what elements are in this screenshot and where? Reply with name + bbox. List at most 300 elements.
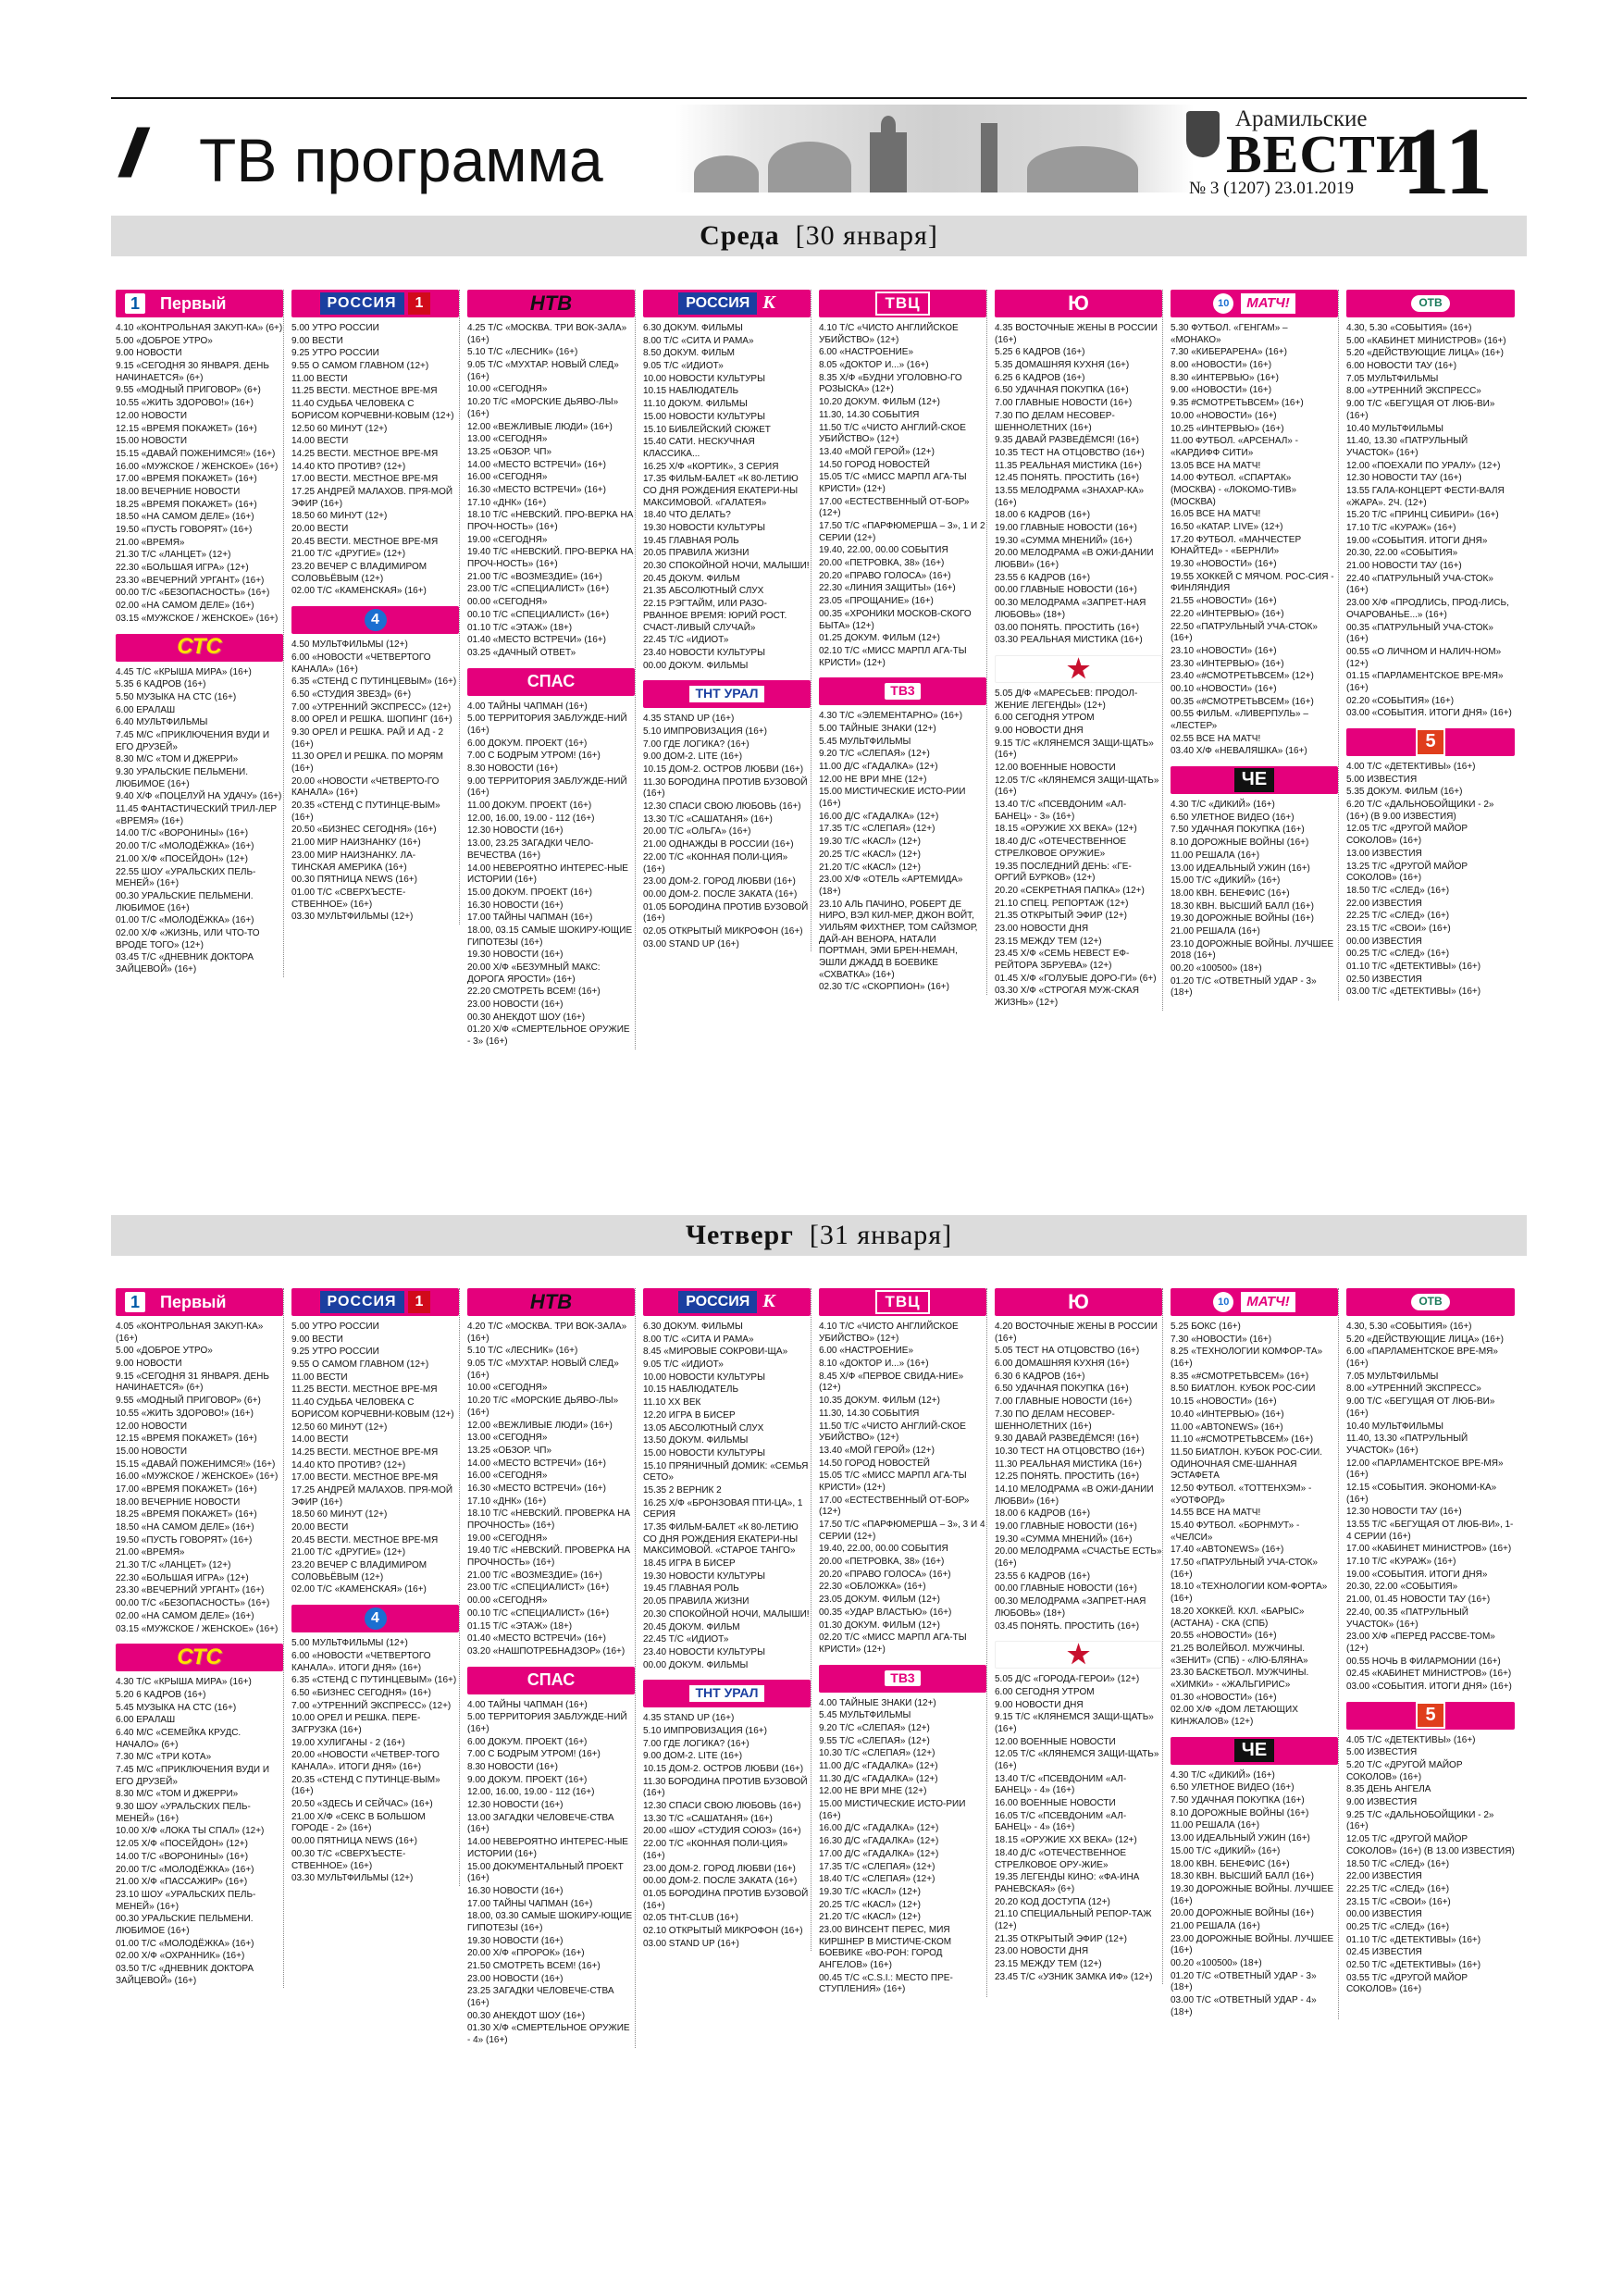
program-item: 20.55 «НОВОСТИ» (16+) — [1171, 1631, 1277, 1642]
channel-block — [1346, 1288, 1515, 1694]
program-item: 7.30 ПО ДЕЛАМ НЕСОВЕР-ШЕННОЛЕТНИХ (16+) — [995, 1409, 1115, 1432]
channel-block — [1171, 290, 1338, 758]
program-item: 02.45 «КАБИНЕТ МИНИСТРОВ» (16+) — [1346, 1669, 1512, 1680]
program-item: 20.00 ДОРОЖНЫЕ ВОЙНЫ (16+) — [1171, 1908, 1314, 1919]
program-item: 16.30 НОВОСТИ (16+) — [467, 1885, 564, 1896]
town-photo — [675, 105, 1194, 192]
program-item: 03.00 «СОБЫТИЯ. ИТОГИ ДНЯ» (16+) — [1346, 708, 1512, 719]
channel-column — [643, 290, 812, 951]
program-item: 20.00 «НОВОСТИ «ЧЕТВЕР-ТОГО КАНАЛА». ИТОГИ ДНЯ» (16+) — [291, 1750, 440, 1772]
program-item: 14.00 Т/С «ВОРОНИНЫ» (16+) — [116, 1851, 249, 1862]
paper-name-small: Арамильские — [1235, 106, 1368, 131]
channel-block — [467, 668, 635, 1049]
program-item: 15.00 МИСТИЧЕСКИЕ ИСТО-РИИ (16+) — [819, 1799, 966, 1821]
program-item: 15.00 Т/С «ДИКИЙ» (16+) — [1171, 875, 1281, 887]
channel-block — [819, 1288, 986, 1657]
program-item: 6.35 «СТЕНД С ПУТИНЦЕВЫМ» (16+) — [291, 676, 457, 688]
program-item: 23.25 ЗАГАДКИ ЧЕЛОВЕЧЕ-СТВА (16+) — [467, 1986, 614, 2009]
program-item: 10.25 «ИНТЕРВЬЮ» (16+) — [1171, 423, 1284, 434]
program-item: 9.40 Х/Ф «ПОЦЕЛУЙ НА УДАЧУ» (16+) — [116, 791, 282, 802]
program-item: 19.40, 22.00, 00.00 СОБЫТИЯ — [819, 1544, 948, 1555]
program-item: 5.35 ДОМАШНЯЯ КУХНЯ (16+) — [995, 360, 1130, 371]
program-item: 01.40 «МЕСТО ВСТРЕЧИ» (16+) — [467, 635, 606, 646]
program-item: 8.10 «ДОКТОР И...» (16+) — [819, 1359, 929, 1370]
program-item: 4.35 ВОСТОЧНЫЕ ЖЕНЫ В РОССИИ (16+) — [995, 323, 1158, 345]
program-item: 00.00 ИЗВЕСТИЯ — [1346, 936, 1422, 947]
program-item: 23.45 Т/С «УЗНИК ЗАМКА ИФ» (12+) — [995, 1971, 1153, 1982]
program-item: 18.50 Т/С «СЛЕД» (16+) — [1346, 1858, 1450, 1869]
program-item: 21.00 МИР НАИЗНАНКУ (16+) — [291, 838, 421, 849]
program-item: 11.50 Т/С «ЧИСТО АНГЛИЙ-СКОЕ УБИЙСТВО» (12+) — [819, 1421, 966, 1444]
program-item: 23.55 6 КАДРОВ (16+) — [995, 1570, 1091, 1582]
program-item: 4.35 STAND UP (16+) — [643, 1713, 735, 1724]
program-item: 01.20 Х/Ф «СМЕРТЕЛЬНОЕ ОРУЖИЕ - 3» (16+) — [467, 1024, 630, 1048]
program-item: 13.00 ЗАГАДКИ ЧЕЛОВЕЧЕ-СТВА (16+) — [467, 1812, 614, 1835]
program-item: 23.10 ШОУ «УРАЛЬСКИХ ПЕЛЬ-МЕНЕЙ» (16+) — [116, 1889, 256, 1912]
program-item: 23.00 Т/С «СПЕЦИАЛИСТ» (16+) — [467, 1582, 610, 1594]
channel-logo: ТНТ УРАЛ — [643, 680, 811, 708]
program-item: 12.00 ВОЕННЫЕ НОВОСТИ — [995, 1736, 1116, 1747]
program-item: 19.30 НОВОСТИ (16+) — [467, 949, 564, 961]
channel-column — [995, 1288, 1163, 1984]
program-item: 11.25 ВЕСТИ. МЕСТНОЕ ВРЕ-МЯ — [291, 1384, 438, 1396]
program-item: 19.30 НОВОСТИ КУЛЬТУРЫ — [643, 523, 765, 533]
program-item: 10.00 НОВОСТИ КУЛЬТУРЫ — [643, 373, 765, 384]
program-item: 17.35 ФИЛЬМ-БАЛЕТ «К 80-ЛЕТИЮ СО ДНЯ РОЖДЕНИЯ ЕКАТЕРИ-НЫ МАКСИМОВОЙ. «СТАРОЕ ТАНГО» — [643, 1522, 799, 1557]
program-item: 6.00 ДОКУМ. ПРОЕКТ (16+) — [467, 1736, 588, 1747]
program-item: 00.00 Т/С «БЕЗОПАСНОСТЬ» (16+) — [116, 588, 270, 599]
program-item: 11.30, 14.30 СОБЫТИЯ — [819, 409, 920, 420]
program-item: 15.35 2 ВЕРНИК 2 — [643, 1484, 722, 1496]
program-item: 7.00 С БОДРЫМ УТРОМ! (16+) — [467, 1749, 601, 1760]
program-item: 02.50 Т/С «ДЕТЕКТИВЫ» (16+) — [1346, 1960, 1481, 1970]
program-item: 7.30 ПО ДЕЛАМ НЕСОВЕР-ШЕННОЛЕТНИХ (16+) — [995, 410, 1115, 433]
program-item: 17.20 ФУТБОЛ. «МАНЧЕСТЕР ЮНАЙТЕД» - «БЕРНЛИ» — [1171, 534, 1302, 557]
program-item: 17.35 Т/С «СЛЕПАЯ» (12+) — [819, 824, 935, 835]
program-item: 21.00 «ВРЕМЯ» — [116, 1547, 185, 1558]
program-item: 00.25 Т/С «СЛЕД» (16+) — [1346, 1921, 1450, 1932]
program-item: 03.15 «МУЖСКОЕ / ЖЕНСКОЕ» (16+) — [116, 1623, 279, 1634]
program-item: 18.00, 03.15 САМЫЕ ШОКИРУ-ЮЩИЕ ГИПОТЕЗЫ (16+) — [467, 925, 633, 948]
channel-column — [467, 1288, 636, 2048]
program-item: 13.05 АБСОЛЮТНЫЙ СЛУХ — [643, 1422, 764, 1433]
program-item: 21.35 АБСОЛЮТНЫЙ СЛУХ — [643, 586, 764, 597]
program-item: 03.30 МУЛЬТФИЛЬМЫ (12+) — [291, 1873, 414, 1884]
channel-block — [1171, 766, 1338, 999]
program-item: 21.00 «ВРЕМЯ» — [116, 537, 185, 548]
program-item: 00.30 ПЯТНИЦА NEWS (16+) — [291, 875, 417, 886]
paper-name: ВЕСТИ — [1226, 124, 1419, 184]
channel-column — [1171, 290, 1339, 1000]
program-item: 17.50 «ПАТРУЛЬНЫЙ УЧА-СТОК» (16+) — [1171, 1558, 1318, 1580]
program-item: 02.20 «СОБЫТИЯ» (16+) — [1346, 695, 1455, 706]
program-item: 9.00 НОВОСТИ — [116, 348, 182, 359]
program-item: 9.15 Т/С «КЛЯНЕМСЯ ЗАЩИ-ЩАТЬ» (16+) — [995, 738, 1154, 761]
program-item: 6.30 6 КАДРОВ (16+) — [995, 1371, 1085, 1382]
program-item: 16.00 ВОЕННЫЕ НОВОСТИ — [995, 1798, 1116, 1809]
program-item: 5.00 «ДОБРОЕ УТРО» — [116, 335, 213, 346]
program-item: 20.20 «ПРАВО ГОЛОСА» (16+) — [819, 570, 951, 581]
program-item: 6.00 СЕГОДНЯ УТРОМ — [995, 1686, 1095, 1697]
program-item: 4.10 Т/С «ЧИСТО АНГЛИЙСКОЕ УБИЙСТВО» (12+) — [819, 1322, 959, 1344]
program-item: 6.50 «СТУДИЯ ЗВЕЗД» (6+) — [291, 689, 412, 700]
program-item: 5.00 «ДОБРОЕ УТРО» — [116, 1346, 213, 1357]
program-item: 00.00 ДОМ-2. ПОСЛЕ ЗАКАТА (16+) — [643, 888, 798, 900]
program-item: 9.20 Т/С «СЛЕПАЯ» (12+) — [819, 1722, 930, 1733]
program-item: 9.00 НОВОСТИ ДНЯ — [995, 725, 1084, 736]
program-item: 9.35 #СМОТРЕТЬВСЕМ» (16+) — [1171, 398, 1304, 409]
program-item: 6.00 «НОВОСТИ «ЧЕТВЕРТОГО КАНАЛА» (16+) — [291, 652, 431, 675]
program-item: 23.00 Х/Ф «ОТЕЛЬ «АРТЕМИДА» (18+) — [819, 875, 963, 897]
program-item: 11.30 РЕАЛЬНАЯ МИСТИКА (16+) — [995, 1458, 1142, 1470]
program-item: 10.15 НАБЛЮДАТЕЛЬ — [643, 1384, 739, 1396]
program-item: 13.30 Т/С «САШАТАНЯ» (16+) — [643, 813, 773, 825]
program-item: 9.00 ДОМ-2. LITE (16+) — [643, 751, 743, 763]
program-item: 22.00 Т/С «КОННАЯ ПОЛИ-ЦИЯ» (16+) — [643, 1839, 788, 1861]
program-item: 03.00 «СОБЫТИЯ. ИТОГИ ДНЯ» (16+) — [1346, 1681, 1512, 1692]
program-item: 21.35 ОТКРЫТЫЙ ЭФИР (12+) — [995, 1933, 1128, 1944]
program-item: 10.35 ДОКУМ. ФИЛЬМ (12+) — [819, 1396, 940, 1407]
program-item: 5.45 МУЗЫКА НА СТС (16+) — [116, 1702, 237, 1713]
channel-block — [1171, 1737, 1338, 2019]
program-item: 22.55 ШОУ «УРАЛЬСКИХ ПЕЛЬ-МЕНЕЙ» (16+) — [116, 866, 256, 889]
program-item: 20.45 ДОКУМ. ФИЛЬМ — [643, 1621, 740, 1632]
program-item: 11.00 РЕШАЛА (16+) — [1171, 850, 1260, 861]
program-item: 03.40 Х/Ф «НЕВАЛЯШКА» (16+) — [1171, 746, 1307, 757]
program-item: 18.40 Д/С «ОТЕЧЕСТВЕННОЕ СТРЕЛКОВОЕ ОРУ-ЖИЕ» — [995, 1847, 1127, 1870]
program-item: 14.25 ВЕСТИ. МЕСТНОЕ ВРЕ-МЯ — [291, 1446, 439, 1458]
program-item: 03.45 Т/С «ДНЕВНИК ДОКТОРА ЗАЙЦЕВОЙ» (16+) — [116, 952, 254, 974]
program-item: 8.30 М/С «ТОМ И ДЖЕРРИ» — [116, 1789, 239, 1800]
channel-logo: РОССИЯ К — [643, 290, 811, 317]
program-item: 11.00 Д/С «ГАДАЛКА» (12+) — [819, 762, 938, 772]
program-item: 03.30 МУЛЬТФИЛЬМЫ (12+) — [291, 912, 414, 923]
program-item: 23.00 ВИНСЕНТ ПЕРЕС, МИЯ КИРШНЕР В МИСТИЧЕ-СКОМ БОЕВИКЕ «ВО-РОН: ГОРОД АНГЕЛОВ» (16+) — [819, 1924, 952, 1970]
program-item: 7.05 МУЛЬТФИЛЬМЫ — [1346, 1371, 1439, 1382]
program-item: 12.50 60 МИНУТ (12+) — [291, 423, 388, 434]
program-item: 21.55 «НОВОСТИ» (16+) — [1171, 596, 1277, 607]
program-item: 16.50 «КАТАР. LIVE» (12+) — [1171, 522, 1283, 532]
program-item: 20.25 Т/С «КАСЛ» (12+) — [819, 1899, 921, 1910]
program-item: 13.40 Т/С «ПСЕВДОНИМ «АЛ-БАНЕЦ» - 4» (16+) — [995, 1773, 1127, 1796]
program-item: 00.00 ДОКУМ. ФИЛЬМЫ — [643, 660, 749, 671]
program-item: 02.55 ВСЕ НА МАТЧ! — [1171, 733, 1261, 744]
program-item: 11.30 Д/С «ГАДАЛКА» (12+) — [819, 1773, 938, 1784]
program-item: 9.15 «СЕГОДНЯ 30 ЯНВАРЯ. ДЕНЬ НАЧИНАЕТСЯ» (6+) — [116, 361, 269, 383]
program-item: 12.05 Т/С «КЛЯНЕМСЯ ЗАЩИ-ЩАТЬ» (16+) — [995, 775, 1159, 798]
program-item: 7.00 ГДЕ ЛОГИКА? (16+) — [643, 738, 750, 750]
program-item: 8.50 БИАТЛОН. КУБОК РОС-СИИ — [1171, 1384, 1316, 1395]
channel-block — [116, 1288, 283, 1635]
program-item: 13.55 МЕЛОДРАМА «ЗНАХАР-КА» (16+) — [995, 485, 1145, 508]
channel-logo: 4 — [291, 606, 459, 634]
program-item: 12.50 60 МИНУТ (12+) — [291, 1421, 388, 1433]
program-item: 17.00 ТАЙНЫ ЧАПМАН (16+) — [467, 912, 593, 924]
program-item: 23.00 НОВОСТИ (16+) — [467, 999, 564, 1011]
program-item: 01.15 Т/С «ЭТАЖ» (18+) — [467, 1620, 573, 1632]
program-item: 13.55 ГАЛА-КОНЦЕРТ ФЕСТИ-ВАЛЯ «ЖАРА». 2Ч. (12+) — [1346, 485, 1505, 508]
channel-column — [467, 290, 636, 1049]
program-item: 12.30 НОВОСТИ (16+) — [467, 825, 564, 837]
program-item: 18.00 КВН. БЕНЕФИС (16+) — [1171, 887, 1290, 899]
channel-block — [995, 290, 1162, 647]
program-item: 23.15 Т/С «СВОИ» (16+) — [1346, 923, 1451, 934]
channel-logo: 10 МАТЧ! — [1171, 290, 1338, 317]
program-item: 10.00 «НОВОСТИ» (16+) — [1171, 410, 1277, 421]
program-item: 13.30 Т/С «САШАТАНЯ» (16+) — [643, 1813, 773, 1824]
program-item: 8.30 М/С «ТОМ И ДЖЕРРИ» — [116, 754, 239, 765]
program-item: 02.00 Т/С «КАМЕНСКАЯ» (16+) — [291, 586, 427, 597]
program-item: 00.00 ИЗВЕСТИЯ — [1346, 1909, 1422, 1920]
program-item: 21.20 Т/С «КАСЛ» (12+) — [819, 862, 921, 873]
program-item: 13.40 «МОЙ ГЕРОЙ» (12+) — [819, 1445, 935, 1456]
program-item: 20.30, 22.00 «СОБЫТИЯ» — [1346, 1582, 1458, 1593]
program-item: 00.00 «СЕГОДНЯ» — [467, 1595, 548, 1607]
program-item: 17.50 Т/С «ПАРФЮМЕРША – 3», 3 И 4 СЕРИИ (12+) — [819, 1520, 985, 1542]
program-item: 8.35 ДЕНЬ АНГЕЛА — [1346, 1784, 1431, 1795]
program-item: 20.20 «СЕКРЕТНАЯ ПАПКА» (12+) — [995, 885, 1145, 896]
channel-column — [995, 290, 1163, 1011]
program-item: 21.00 РЕШАЛА (16+) — [1171, 1920, 1260, 1931]
channel-block — [291, 290, 459, 598]
program-item: 23.10 «НОВОСТИ» (16+) — [1171, 645, 1277, 656]
program-item: 9.00 ВЕСТИ — [291, 335, 343, 346]
program-item: 16.30 «МЕСТО ВСТРЕЧИ» (16+) — [467, 484, 606, 495]
program-item: 01.30 ДОКУМ. ФИЛЬМ (12+) — [819, 1620, 940, 1631]
program-item: 19.35 ЛЕГЕНДЫ КИНО: «ФА-ИНА РАНЕВСКАЯ» (6+) — [995, 1872, 1140, 1894]
program-item: 4.30 Т/С «ДИКИЙ» (16+) — [1171, 800, 1275, 811]
program-item: 15.00 ДОКУМ. ПРОЕКТ (16+) — [467, 887, 592, 898]
program-item: 9.00 ИЗВЕСТИЯ — [1346, 1797, 1418, 1808]
program-item: 8.45 Х/Ф «ПЕРВОЕ СВИДА-НИЕ» (12+) — [819, 1371, 964, 1394]
channel-block — [819, 1665, 986, 1997]
program-item: 23.55 6 КАДРОВ (16+) — [995, 572, 1091, 583]
program-item: 15.20 Т/С «ПРИНЦ СИБИРИ» (16+) — [1346, 510, 1499, 521]
program-item: 11.30, 14.30 СОБЫТИЯ — [819, 1408, 920, 1419]
program-item: 21.20 Т/С «КАСЛ» (12+) — [819, 1912, 921, 1923]
program-item: 16.30 Д/С «ГАДАЛКА» (12+) — [819, 1836, 939, 1847]
program-item: 19.30 ДОРОЖНЫЕ ВОЙНЫ (16+) — [1171, 913, 1314, 925]
program-item: 00.55 НОЧЬ В ФИЛАРМОНИИ (16+) — [1346, 1656, 1501, 1667]
program-item: 14.55 ВСЕ НА МАТЧ! — [1171, 1508, 1261, 1519]
program-item: 02.00 «НА САМОМ ДЕЛЕ» (16+) — [116, 601, 254, 612]
program-item: 00.55 ФИЛЬМ. «ЛИВЕРПУЛЬ» – «ЛЕСТЕР» — [1171, 709, 1308, 731]
program-item: 03.20 «НАШПОТРЕБНАДЗОР» (16+) — [467, 1645, 626, 1657]
program-item: 00.30 Т/С «СВЕРХЪЕСТЕ-СТВЕННОЕ» (16+) — [291, 1848, 406, 1871]
channel-logo: СТС — [116, 634, 283, 662]
program-item: 01.05 БОРОДИНА ПРОТИВ БУЗОВОЙ (16+) — [643, 1888, 809, 1911]
program-item: 15.00 ДОКУМЕНТАЛЬНЫЙ ПРОЕКТ (16+) — [467, 1861, 624, 1884]
program-item: 11.35 РЕАЛЬНАЯ МИСТИКА (16+) — [995, 460, 1142, 471]
program-item: 11.40, 13.30 «ПАТРУЛЬНЫЙ УЧАСТОК» (16+) — [1346, 1433, 1468, 1456]
day-label: Четверг — [685, 1220, 794, 1250]
section-slashes-icon: // — [120, 117, 132, 191]
program-item: 5.45 МУЛЬТФИЛЬМЫ — [819, 736, 911, 747]
channel-logo: ★ — [995, 1641, 1162, 1669]
program-item: 7.00 «УТРЕННИЙ ЭКСПРЕСС» (12+) — [291, 1700, 452, 1711]
program-item: 00.10 Т/С «СПЕЦИАЛИСТ» (16+) — [467, 609, 610, 620]
program-item: 17.40 «ABTONEWS» (16+) — [1171, 1545, 1284, 1556]
program-item: 20.45 ВЕСТИ. МЕСТНОЕ ВРЕ-МЯ — [291, 536, 439, 547]
program-item: 22.50 «ПАТРУЛЬНЫЙ УЧА-СТОК» (16+) — [1171, 621, 1318, 644]
program-item: 01.10 Т/С «ДЕТЕКТИВЫ» (16+) — [1346, 962, 1481, 972]
program-item: 00.55 «О ЛИЧНОМ И НАЛИЧ-НОМ» (12+) — [1346, 646, 1502, 669]
program-item: 02.10 ОТКРЫТЫЙ МИКРОФОН (16+) — [643, 1925, 803, 1936]
program-item: 12.00 НОВОСТИ — [116, 1421, 188, 1432]
program-item: 13.40 «МОЙ ГЕРОЙ» (12+) — [819, 446, 935, 457]
program-item: 23.00 ДОРОЖНЫЕ ВОЙНЫ. ЛУЧШЕЕ (16+) — [1171, 1933, 1334, 1956]
program-item: 22.30 «БОЛЬШАЯ ИГРА» (12+) — [116, 1572, 249, 1583]
program-item: 23.20 ВЕЧЕР С ВЛАДИМИРОМ СОЛОВЬЁВЫМ (12+) — [291, 562, 427, 584]
channel-logo: 4 — [291, 1605, 459, 1632]
program-item: 7.05 МУЛЬТФИЛЬМЫ — [1346, 373, 1439, 384]
program-item: 8.00 Т/С «СИТА И РАМА» — [643, 335, 754, 346]
program-item: 12.00, 16.00, 19.00 - 112 (16+) — [467, 813, 595, 824]
program-item: 8.35 Х/Ф «БУДНИ УГОЛОВНО-ГО РОЗЫСКА» (12+) — [819, 372, 962, 395]
program-item: 12.15 «СОБЫТИЯ. ЭКОНОМИ-КА» (16+) — [1346, 1482, 1497, 1505]
program-item: 20.30 СПОКОЙНОЙ НОЧИ, МАЛЫШИ! — [643, 1608, 810, 1620]
program-item: 8.30 «ИНТЕРВЬЮ» (16+) — [1171, 372, 1279, 383]
program-item: 14.40 КТО ПРОТИВ? (12+) — [291, 461, 406, 472]
channel-block — [995, 1641, 1162, 1983]
program-item: 19.40 Т/С «НЕВСКИЙ. ПРО-ВЕРКА НА ПРОЧ-НОСТЬ» (16+) — [467, 547, 634, 570]
program-item: 18.25 «ВРЕМЯ ПОКАЖЕТ» (16+) — [116, 1509, 257, 1520]
program-item: 6.00 ДОМАШНЯЯ КУХНЯ (16+) — [995, 1359, 1130, 1370]
channel-logo: 10 МАТЧ! — [1171, 1288, 1338, 1316]
program-item: 9.00 ДОКУМ. ПРОЕКТ (16+) — [467, 1774, 588, 1785]
program-item: 6.00 НОВОСТИ ТАУ (16+) — [1346, 361, 1457, 372]
channel-column — [643, 1288, 812, 1951]
channel-block — [467, 1288, 635, 1658]
program-item: 19.55 ХОККЕЙ С МЯЧОМ. РОС-СИЯ - ФИНЛЯНДИЯ — [1171, 571, 1334, 594]
program-item: 12.00 НЕ ВРИ МНЕ (12+) — [819, 1786, 927, 1797]
channel-block — [643, 1288, 811, 1671]
program-item: 4.00 ТАЙНЫ ЧАПМАН (16+) — [467, 1699, 588, 1710]
program-item: 15.40 САТИ. НЕСКУЧНАЯ КЛАССИКА... — [643, 437, 755, 459]
program-item: 20.00 Т/С «МОЛОДЁЖКА» (16+) — [116, 1864, 254, 1875]
program-item: 6.00 «ПАРЛАМЕНТСКОЕ ВРЕ-МЯ» (16+) — [1346, 1347, 1498, 1370]
program-item: 17.00 «ВРЕМЯ ПОКАЖЕТ» (16+) — [116, 474, 257, 485]
program-item: 5.10 Т/С «ЛЕСНИК» (16+) — [467, 1346, 578, 1357]
program-item: 14.25 ВЕСТИ. МЕСТНОЕ ВРЕ-МЯ — [291, 448, 439, 459]
channel-logo: РОССИЯ 1 — [291, 290, 459, 317]
channel-logo: Ю — [995, 1288, 1162, 1316]
program-item: 22.20 СМОТРЕТЬ ВСЕМ! (16+) — [467, 987, 601, 998]
program-item: 14.00 ВЕСТИ — [291, 1434, 349, 1446]
program-item: 15.05 Т/С «МИСС МАРПЛ АГА-ТЫ КРИСТИ» (12+) — [819, 472, 967, 494]
channel-column — [1171, 1288, 1339, 2019]
program-item: 7.30 «КИБЕРАРЕНА» (16+) — [1171, 347, 1287, 358]
program-item: 01.00 Т/С «МОЛОДЁЖКА» (16+) — [116, 1938, 254, 1949]
program-item: 4.10 «КОНТРОЛЬНАЯ ЗАКУП-КА» (6+) — [116, 323, 283, 333]
channel-logo: СПАС — [467, 1667, 635, 1694]
program-item: 00.30 АНЕКДОТ ШОУ (16+) — [467, 2010, 586, 2021]
program-item: 6.20 Т/С «ДАЛЬНОБОЙЩИКИ - 2» (16+) (В 9.00 ИЗВЕСТИЯ) — [1346, 800, 1494, 822]
program-item: 11.40 СУДЬБА ЧЕЛОВЕКА С БОРИСОМ КОРЧЕВНИ-КОВЫМ (12+) — [291, 1397, 454, 1420]
channel-column — [819, 1288, 987, 1997]
program-item: 9.00 ТЕРРИТОРИЯ ЗАБЛУЖДЕ-НИЙ (16+) — [467, 776, 627, 799]
channel-logo: ТВЦ — [819, 290, 986, 317]
program-item: 6.40 МУЛЬТФИЛЬМЫ — [116, 717, 208, 728]
program-item: 7.30 М/С «ТРИ КОТА» — [116, 1752, 212, 1763]
program-item: 10.00 Х/Ф «ЛОКА ТЫ СПАЛ» (12+) — [116, 1826, 265, 1837]
page-title: ТВ программа — [199, 126, 603, 194]
program-item: 10.30 Т/С «СЛЕПАЯ» (12+) — [819, 1748, 935, 1759]
program-item: 01.00 Т/С «МОЛОДЁЖКА» (16+) — [116, 915, 254, 926]
program-item: 9.55 «МОДНЫЙ ПРИГОВОР» (6+) — [116, 385, 261, 396]
program-item: 9.25 Т/С «ДАЛЬНОБОЙЩИКИ - 2» (16+) — [1346, 1809, 1494, 1832]
program-item: 23.00 НОВОСТИ ДНЯ — [995, 1946, 1089, 1957]
program-item: 7.50 УДАЧНАЯ ПОКУПКА (16+) — [1171, 825, 1305, 836]
program-item: 6.35 «СТЕНД С ПУТИНЦЕВЫМ» (16+) — [291, 1675, 457, 1686]
program-item: 12.30 СПАСИ СВОЮ ЛЮБОВЬ (16+) — [643, 1801, 801, 1812]
program-item: 9.30 ДАВАЙ РАЗВЕДЁМСЯ! (16+) — [995, 1433, 1139, 1445]
program-item: 11.30 ОРЕЛ И РЕШКА. ПО МОРЯМ (16+) — [291, 751, 443, 774]
program-item: 18.00 ВЕЧЕРНИЕ НОВОСТИ — [116, 486, 241, 497]
program-item: 12.30 СПАСИ СВОЮ ЛЮБОВЬ (16+) — [643, 801, 801, 813]
program-item: 9.00 ДОМ-2. LITE (16+) — [643, 1751, 743, 1762]
program-item: 10.40 МУЛЬТФИЛЬМЫ — [1346, 1421, 1443, 1432]
program-item: 18.50 «НА САМОМ ДЕЛЕ» (16+) — [116, 1522, 254, 1533]
program-item: 03.00 Т/С «ДЕТЕКТИВЫ» (16+) — [1346, 987, 1481, 998]
program-item: 10.55 «ЖИТЬ ЗДОРОВО!» (16+) — [116, 398, 254, 409]
program-item: 02.50 ИЗВЕСТИЯ — [1346, 974, 1422, 985]
channel-logo: ТНТ УРАЛ — [643, 1680, 811, 1707]
program-item: 4.00 Т/С «ДЕТЕКТИВЫ» (16+) — [1346, 762, 1476, 772]
program-item: 17.10 Т/С «КУРАЖ» (16+) — [1346, 1557, 1456, 1568]
program-item: 20.20 КОД ДОСТУПА (12+) — [995, 1896, 1110, 1907]
masthead — [111, 88, 1527, 215]
program-item: 20.25 Т/С «КАСЛ» (12+) — [819, 849, 921, 860]
program-item: 00.30 МЕЛОДРАМА «ЗАПРЕТ-НАЯ ЛЮБОВЬ» (18+) — [995, 1596, 1146, 1619]
program-item: 01.30 «НОВОСТИ» (16+) — [1171, 1692, 1277, 1703]
program-item: 16.00 «СЕГОДНЯ» — [467, 1471, 548, 1482]
program-item: 16.00 Д/С «ГАДАЛКА» (12+) — [819, 811, 939, 822]
program-item: 9.05 Т/С «МУХТАР. НОВЫЙ СЛЕД» (16+) — [467, 1359, 619, 1381]
program-item: 6.00 ДОКУМ. ПРОЕКТ (16+) — [467, 738, 588, 749]
program-item: 20.00 ВЕСТИ — [291, 1522, 349, 1533]
program-item: 21.00 НОВОСТИ ТАУ (16+) — [1346, 561, 1462, 572]
program-item: 4.00 ТАЙНЫ ЧАПМАН (16+) — [467, 701, 588, 712]
program-item: 20.05 ПРАВИЛА ЖИЗНИ — [643, 548, 750, 559]
program-item: 11.00 ВЕСТИ — [291, 373, 348, 384]
program-item: 14.00 «МЕСТО ВСТРЕЧИ» (16+) — [467, 1458, 606, 1469]
program-item: 9.55 О САМОМ ГЛАВНОМ (12+) — [291, 1359, 429, 1371]
program-item: 21.30 Т/С «ЛАНЦЕТ» (12+) — [116, 550, 231, 561]
program-item: 19.50 «ПУСТЬ ГОВОРЯТ» (16+) — [116, 1534, 253, 1545]
program-item: 03.00 ПОНЯТЬ. ПРОСТИТЬ (16+) — [995, 622, 1140, 633]
channel-column — [116, 1288, 284, 1988]
program-item: 13.00 ИДЕАЛЬНЫЙ УЖИН (16+) — [1171, 1833, 1310, 1844]
channel-block — [643, 1680, 811, 1950]
program-item: 5.20 «ДЕЙСТВУЮЩИЕ ЛИЦА» (16+) — [1346, 348, 1505, 359]
program-item: 22.45 Т/С «ИДИОТ» — [643, 1634, 729, 1645]
program-item: 5.00 ТЕРРИТОРИЯ ЗАБЛУЖДЕ-НИЙ (16+) — [467, 1712, 627, 1734]
program-item: 5.00 ТЕРРИТОРИЯ ЗАБЛУЖДЕ-НИЙ (16+) — [467, 714, 627, 736]
program-item: 18.40 ЧТО ДЕЛАТЬ? — [643, 510, 731, 521]
program-item: 00.35 «#СМОТРЕТЬВСЕМ» (16+) — [1171, 696, 1314, 707]
program-item: 18.00 6 КАДРОВ (16+) — [995, 1508, 1091, 1520]
channel-block — [1346, 728, 1515, 999]
program-item: 14.00 НЕВЕРОЯТНО ИНТЕРЕС-НЫЕ ИСТОРИИ (16+) — [467, 1837, 628, 1859]
program-item: 22.45 Т/С «ИДИОТ» — [643, 635, 729, 646]
program-item: 23.00 Х/Ф «ПРОДЛИСЬ, ПРОД-ЛИСЬ, ОЧАРОВАНЬЕ...» (16+) — [1346, 598, 1509, 620]
program-item: 4.30 Т/С «КРЫША МИРА» (16+) — [116, 1677, 252, 1688]
channel-logo: РОССИЯ К — [643, 1288, 811, 1316]
program-item: 13.25 Т/С «ДРУГОЙ МАЙОР СОКОЛОВ» (16+) — [1346, 861, 1468, 884]
program-item: 12.00 «ВЕЖЛИВЫЕ ЛЮДИ» (16+) — [467, 421, 613, 432]
program-item: 18.00 6 КАДРОВ (16+) — [995, 510, 1091, 521]
